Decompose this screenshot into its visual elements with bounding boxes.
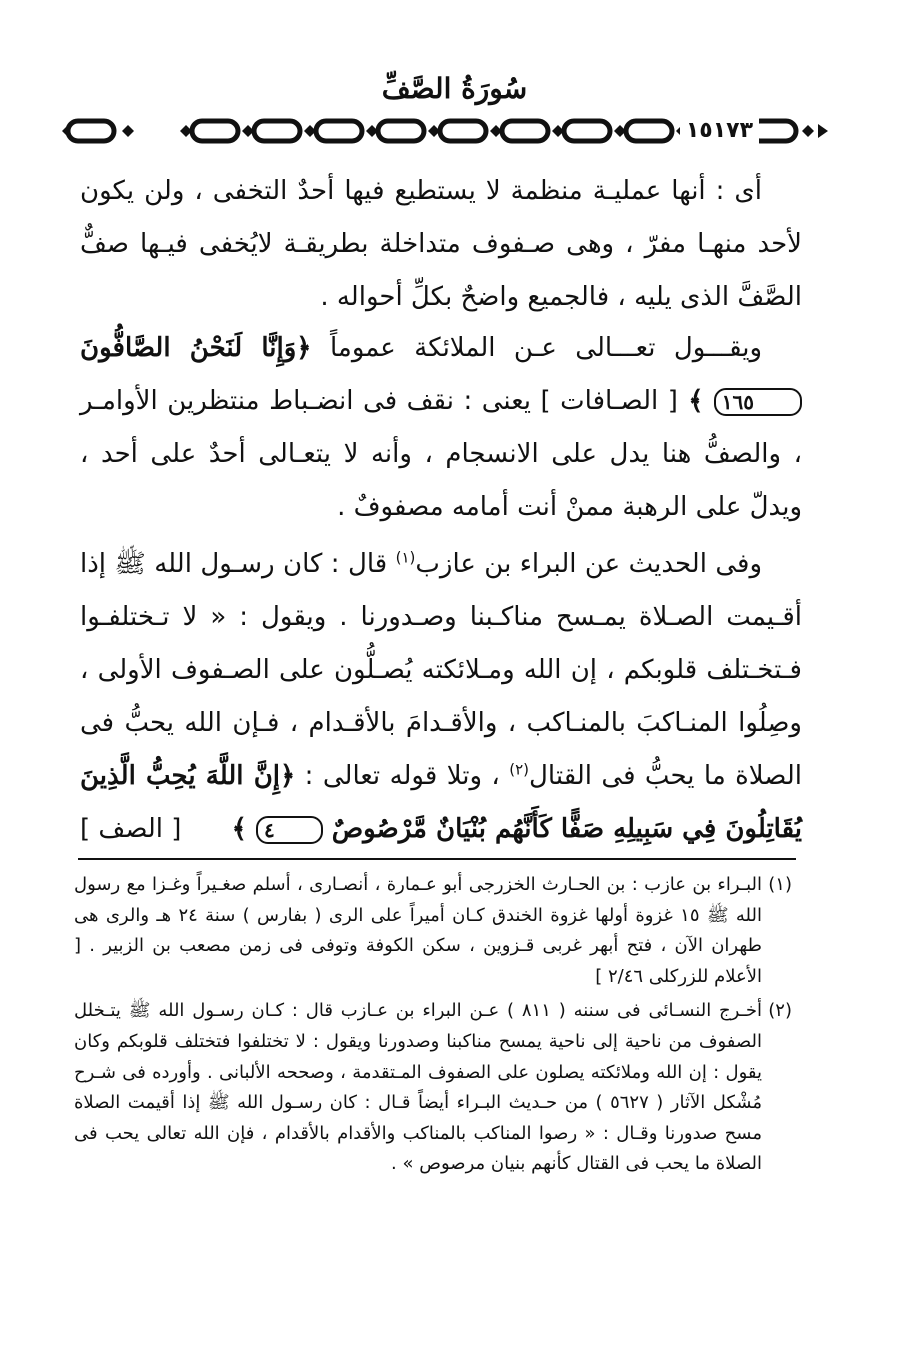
footnote-ref-2[interactable]: (٢) xyxy=(509,760,530,779)
paragraph-3-hadith: قال : كان رسـول الله ﷺ إذا أقـيمت الصـلاة يمـسح مناكـبنا وصـدورنا . ويقول : « لا تـختلفـوا فـتخـتلف قلوبكم ، إن الله ومـلائكته يُصـلُّون على الصـفوف الأولى ، وصِلُوا المنـاكبَ بالمنـاكب ، والأقـدامَ بالأقـدام ، فـإن الله يحبُّ فى الصلاة ما يحبُّ فى القتال xyxy=(80,549,802,791)
paragraph-3-transition: ، وتلا قوله تعالى : xyxy=(304,761,500,791)
verse-text: ﴿وَإِنَّا لَنَحْنُ الصَّافُّونَ xyxy=(80,333,312,363)
footnote-text: أخـرج النسـائى فى سننه ( ٨١١ ) عـن البراء بن عـازب قال : كـان رسـول الله ﷺ يتـخلل الصفوف من ناحية إلى ناحية يمسح مناكبنا وصدورنا ويقول : لا تختلفوا فتختلف قلوبكم وكان يقول : إن الله وملائكته يصلون على الصفوف المـتقدمة ، وصححه الألبانى . وأورده فى شـرح مُشْكل الآثار ( ٥٦٢٧ ) من حـديث البـراء أيضاً قـال : كان رسـول الله ﷺ إذا أقيمت الصلاة مسح صدورنا وقـال : « رصوا المناكب بالمناكب والأقدام بالأقدام ، فإن الله تعالى يحب فى الصلاة ما يحب فى القتال كأنهم بنيان مرصوص » . xyxy=(74,1000,763,1175)
surah-title: سُورَةُ الصَّفِّ xyxy=(381,72,528,105)
paragraph-2 xyxy=(80,322,802,534)
paragraph-2-explanation: [ الصـافات ] يعنى : نقف فى انضـباط منتظرين الأوامـر ، والصفُّ هنا يدل على الانسجام ، وأنه لا يتعـالى أحدٌ على أحد ، ويدلّ على الرهبة ممنْ أنت أمامه مصفوفٌ . xyxy=(80,386,802,522)
paragraph-3 xyxy=(80,538,802,856)
verse-number-badge: ١٦٥ xyxy=(714,388,802,416)
page-number: ١٥١٧٣ xyxy=(680,112,759,150)
paragraph-1-text: أى : أنها عمليـة منظمة لا يستطيع فيها أحدٌ التخفى ، ولن يكون لأحد منهـا مفرّ ، وهى صـفوف متداخلة بطريقـة لايُخفى فيـها صفٌّ الصَّفَّ الذى يليه ، فالجميع واضحٌ بكلِّ أحواله . xyxy=(80,176,802,312)
verse-text: ﴿إِنَّ اللَّهَ يُحِبُّ الَّذِينَ يُقَاتِلُونَ فِي سَبِيلِهِ صَفًّا كَأَنَّهُم بُنْيَانٌ مَّرْصُوصٌ xyxy=(80,761,802,844)
footnote-number: (٢) xyxy=(768,1000,792,1022)
verse-close-bracket: ﴾ xyxy=(688,386,704,416)
footnote-number: (١) xyxy=(768,874,792,895)
paragraph-3-intro: وفى الحديث عن البراء بن عازب xyxy=(415,549,762,579)
surah-reference: [ الصف ] xyxy=(80,814,182,844)
footnote-2 xyxy=(74,996,792,1180)
footnote-1 xyxy=(74,870,792,992)
paragraph-2-intro: ويقـــول تعـــالى عـن الملائكة عموماً xyxy=(330,333,763,363)
footnote-divider xyxy=(78,858,796,860)
paragraph-1 xyxy=(80,165,802,324)
footnote-ref-1[interactable]: (١) xyxy=(395,548,416,567)
verse-number-badge: ٤ xyxy=(256,816,323,844)
verse-close-bracket: ﴾ xyxy=(231,814,247,844)
footnote-text: البـراء بن عازب : بن الحـارث الخزرجى أبو عـمارة ، أنصـارى ، أسلم صغـيراً وغـزا مع رسول الله ﷺ ١٥ غزوة أولها غزوة الخندق كـان أميراً على الرى ( بفارس ) سنة ٢٤ هـ والرى هى طهران الآن ، فتح أبهر غربى قـزوين ، سكن الكوفة وتوفى فى زمن مصعب بن الزبير . [ الأعلام للزركلى ٢/٤٦ ] xyxy=(74,874,762,987)
footnotes xyxy=(74,870,792,1184)
